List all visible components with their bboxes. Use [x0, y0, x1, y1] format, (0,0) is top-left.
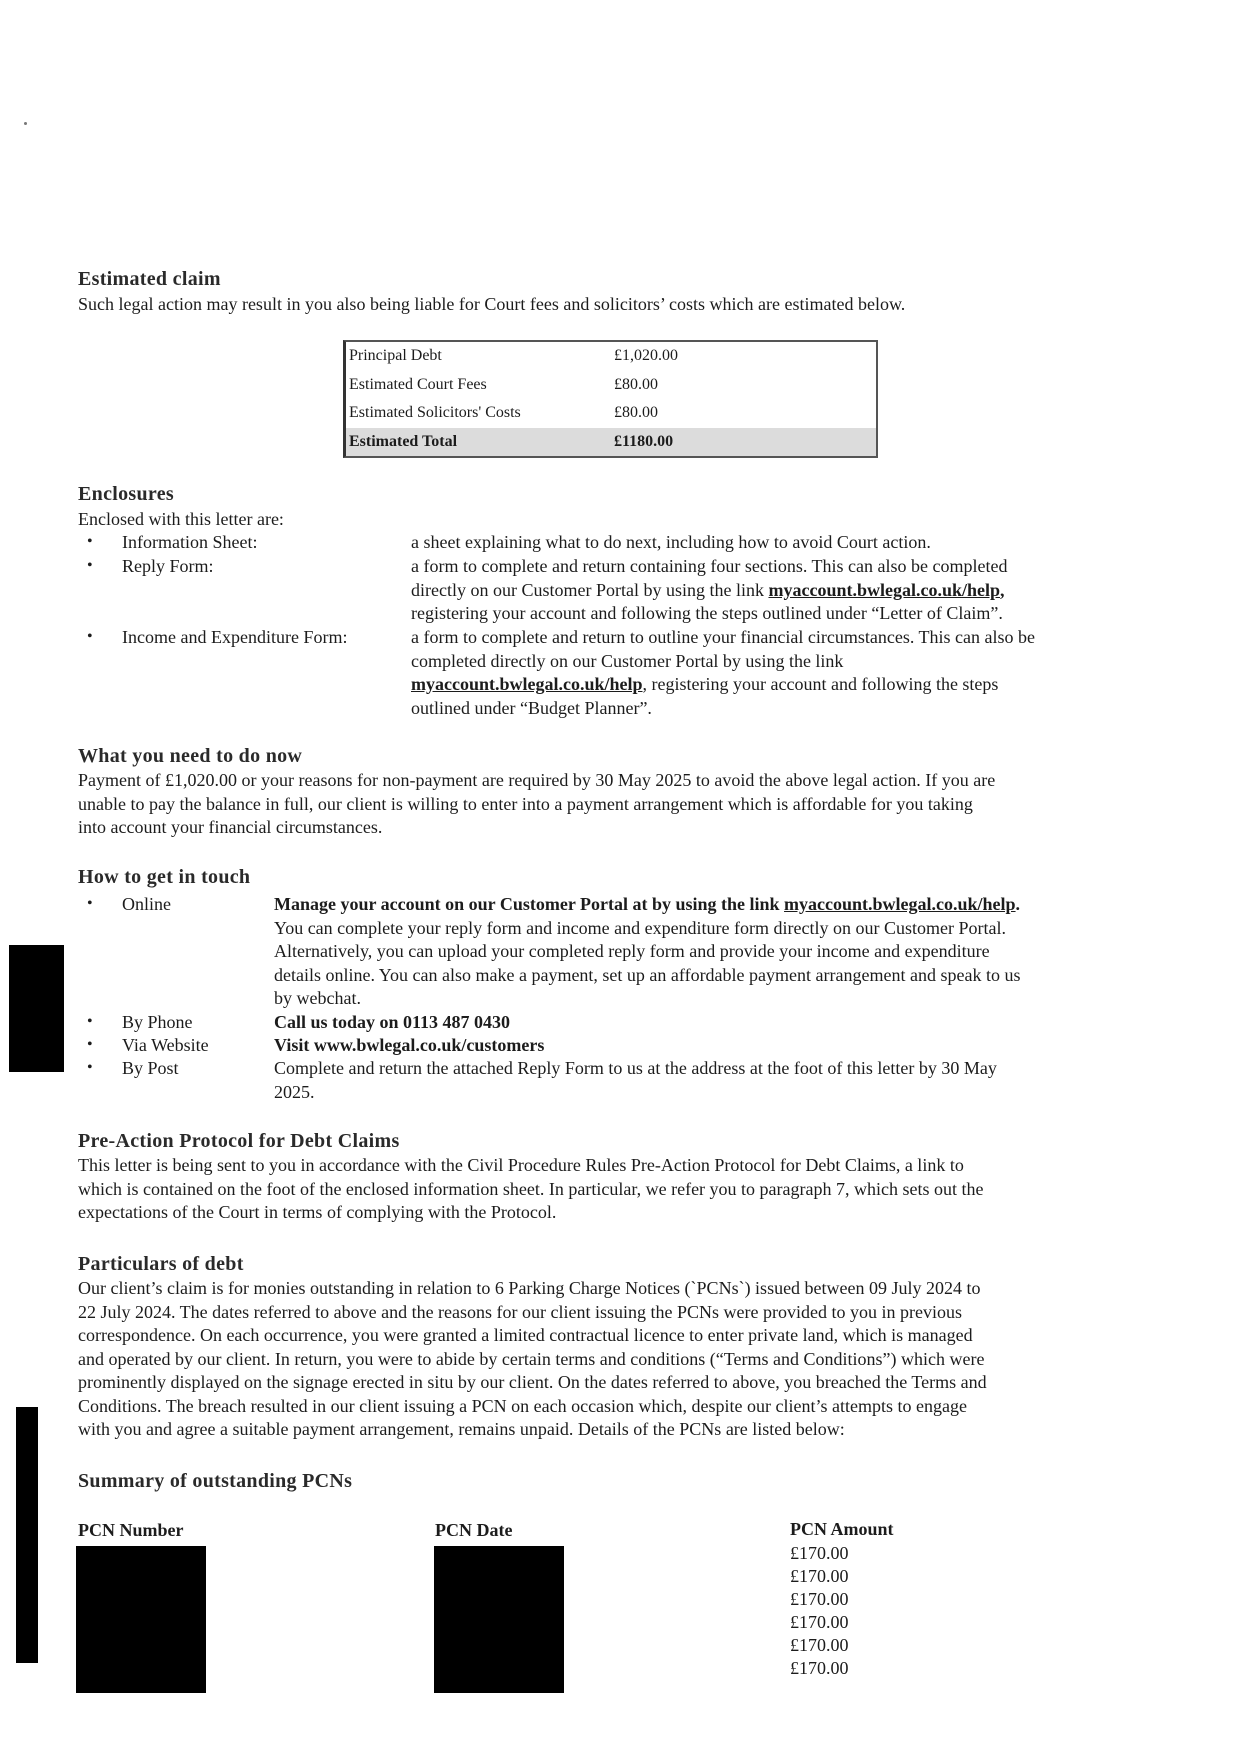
enclosure-text: , [999, 579, 1005, 600]
contact-online-heading [274, 893, 1020, 917]
section-heading-what-to-do: What you need to do now [78, 745, 303, 767]
bullet-icon [87, 1059, 93, 1077]
contact-online-bold: Manage your account on our Customer Portal at by using the link [274, 894, 785, 914]
pcn-amount: £170.00 [790, 1635, 849, 1655]
section-heading-estimated-claim: Estimated claim [78, 268, 221, 290]
enclosure-text: directly on our Customer Portal by using the link [411, 579, 769, 600]
pcn-number-header: PCN Number [78, 1520, 184, 1540]
contact-label-post: By Post [122, 1058, 179, 1078]
claim-row-value: £80.00 [614, 375, 658, 393]
pcn-amount: £170.00 [790, 1612, 849, 1632]
contact-phone-text: Call us today on 0113 487 0430 [274, 1012, 511, 1032]
section-heading-protocol: Pre-Action Protocol for Debt Claims [78, 1130, 400, 1152]
enclosure-line: a form to complete and return containing four sections. This can also be completed [411, 556, 1008, 576]
pcn-amount: £170.00 [790, 1566, 849, 1586]
estimated-claim-table [343, 340, 878, 458]
claim-row-value: £80.00 [614, 404, 658, 422]
pcn-date-header: PCN Date [435, 1520, 513, 1540]
pcn-amount-list [790, 1542, 849, 1680]
body-line: correspondence. On each occurrence, you were granted a limited contractual licence to enter private land, which is managed [78, 1325, 973, 1345]
body-line: Complete and return the attached Reply Form to us at the address at the foot of this letter by 30 May [274, 1058, 997, 1078]
body-line: Alternatively, you can upload your completed reply form and provide your income and expenditure [274, 941, 990, 961]
portal-link[interactable]: myaccount.bwlegal.co.uk/help [784, 894, 1016, 914]
body-line: Payment of £1,020.00 or your reasons for non-payment are required by 30 May 2025 to avoid the above legal action. If you are [78, 770, 996, 790]
bullet-icon [87, 895, 93, 913]
pcn-number-redaction [76, 1546, 206, 1693]
contact-website-text: Visit www.bwlegal.co.uk/customers [274, 1035, 545, 1055]
enclosure-line: completed directly on our Customer Portal by using the link [411, 650, 844, 671]
body-line: and operated by our client. In return, you were to abide by certain terms and conditions (“Terms and Conditions”) which were [78, 1348, 985, 1369]
bullet-icon [87, 1036, 93, 1054]
enclosure-label: Reply Form: [122, 556, 214, 576]
pcn-date-redaction [434, 1546, 564, 1693]
body-line: This letter is being sent to you in accordance with the Civil Procedure Rules Pre-Action Protocol for Debt Claims, a link to [78, 1155, 964, 1175]
claim-row [346, 371, 876, 400]
body-line: details online. You can also make a payment, set up an affordable payment arrangement and speak to us [274, 964, 1021, 985]
contact-online-text [274, 893, 1020, 1011]
pcn-amount: £170.00 [790, 1589, 849, 1609]
portal-link[interactable]: myaccount.bwlegal.co.uk/help [768, 579, 1000, 600]
claim-total-label: Estimated Total [349, 432, 458, 450]
body-line: which is contained on the foot of the enclosed information sheet. In particular, we refer you to paragraph 7, which sets out the [78, 1178, 984, 1199]
enclosure-label: Income and Expenditure Form: [122, 627, 348, 647]
body-line: expectations of the Court in terms of complying with the Protocol. [78, 1202, 557, 1222]
bullet-icon [87, 557, 93, 575]
body-line: 2025. [274, 1081, 315, 1102]
what-to-do-body [78, 769, 995, 840]
enclosure-line [411, 673, 1035, 697]
claim-row [346, 342, 876, 371]
contact-label-phone: By Phone [122, 1012, 193, 1032]
claim-row-value: £1,020.00 [614, 347, 678, 365]
enclosure-description [411, 626, 1035, 720]
enclosure-line: a form to complete and return to outline your financial circumstances. This can also be [411, 627, 1035, 647]
section-heading-summary: Summary of outstanding PCNs [78, 1470, 353, 1492]
enclosure-text: , registering your account and following the steps [642, 674, 999, 694]
body-line: 22 July 2024. The dates referred to above and the reasons for our client issuing the PCNs were provided to you in previous [78, 1301, 962, 1322]
enclosures-intro: Enclosed with this letter are: [78, 509, 284, 529]
protocol-body [78, 1154, 984, 1225]
enclosure-description: a sheet explaining what to do next, including how to avoid Court action. [411, 532, 931, 552]
body-line: Our client’s claim is for monies outstanding in relation to 6 Parking Charge Notices (`PCNs`) issued between 09 July 2024 to [78, 1278, 981, 1298]
estimated-claim-intro: Such legal action may result in you also being liable for Court fees and solicitors’ costs which are estimated below. [78, 294, 906, 314]
margin-redaction-bar [16, 1407, 38, 1663]
enclosure-label: Information Sheet: [122, 532, 258, 552]
contact-label-website: Via Website [122, 1035, 209, 1055]
pcn-amount-header: PCN Amount [790, 1519, 894, 1539]
section-heading-contact: How to get in touch [78, 866, 251, 888]
enclosure-line: outlined under “Budget Planner”. [411, 697, 652, 718]
bullet-icon [87, 1013, 93, 1031]
enclosure-line [411, 579, 1008, 603]
body-line: with you and agree a suitable payment arrangement, remains unpaid. Details of the PCNs are listed below: [78, 1419, 845, 1439]
contact-online-bold: . [1015, 894, 1021, 914]
body-line: by webchat. [274, 988, 361, 1008]
pcn-amount: £170.00 [790, 1658, 849, 1678]
portal-link[interactable]: myaccount.bwlegal.co.uk/help [411, 674, 643, 694]
pcn-amount: £170.00 [790, 1543, 849, 1563]
claim-total-row [346, 428, 876, 457]
particulars-body [78, 1277, 987, 1442]
body-line: unable to pay the balance in full, our client is willing to enter into a payment arrangement which is affordable for you taking [78, 793, 973, 814]
body-line: into account your financial circumstances. [78, 817, 383, 837]
claim-row [346, 399, 876, 428]
claim-total-value: £1180.00 [614, 432, 674, 450]
section-heading-enclosures: Enclosures [78, 483, 174, 505]
claim-row-label: Principal Debt [349, 347, 442, 365]
bullet-icon [87, 628, 93, 646]
body-line: You can complete your reply form and income and expenditure form directly on our Customer Portal. [274, 917, 1006, 938]
body-line: prominently displayed on the signage erected in situ by our client. On the dates referred to above, you breached the Terms and [78, 1372, 987, 1392]
bullet-icon [87, 533, 93, 551]
enclosure-line: registering your account and following the steps outlined under “Letter of Claim”. [411, 603, 1003, 623]
section-heading-particulars: Particulars of debt [78, 1253, 244, 1275]
claim-row-label: Estimated Court Fees [349, 375, 487, 393]
claim-row-label: Estimated Solicitors' Costs [349, 404, 521, 422]
contact-label-online: Online [122, 894, 171, 914]
scan-speck [24, 122, 27, 125]
contact-post-text [274, 1057, 997, 1104]
margin-redaction-bar [9, 945, 64, 1072]
enclosure-description [411, 555, 1008, 626]
body-line: Conditions. The breach resulted in our client issuing a PCN on each occasion which, despite our client’s attempts to engage [78, 1395, 967, 1416]
